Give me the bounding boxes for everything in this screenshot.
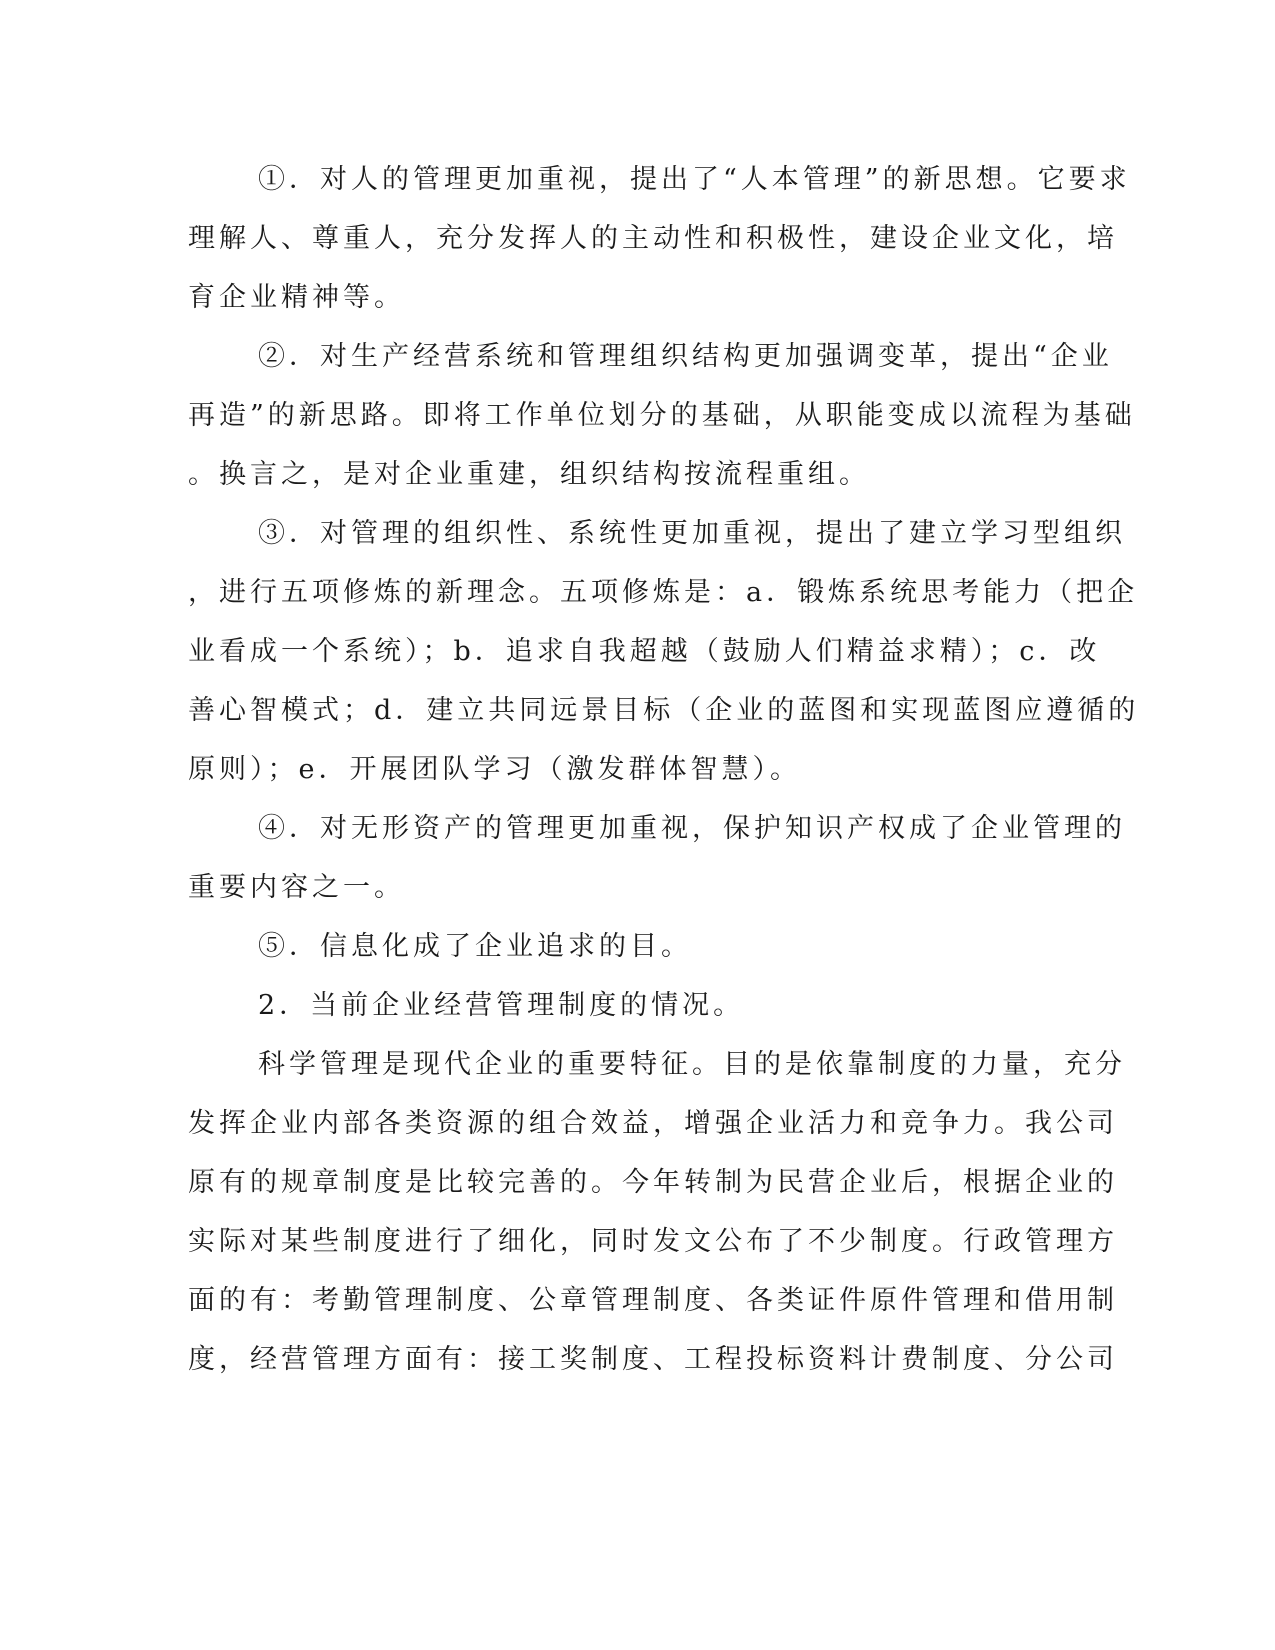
paragraph-3-line-3: 业看成一个系统）；b．追求自我超越（鼓励人们精益求精）；c．改 [188, 636, 1101, 667]
paragraph-6-line-2: 发挥企业内部各类资源的组合效益，增强企业活力和竞争力。我公司 [188, 1108, 1118, 1139]
paragraph-3-line-4: 善心智模式；d．建立共同远景目标（企业的蓝图和实现蓝图应遵循的 [188, 695, 1140, 726]
paragraph-6-line-4: 实际对某些制度进行了细化，同时发文公布了不少制度。行政管理方 [188, 1226, 1118, 1257]
paragraph-6-line-3: 原有的规章制度是比较完善的。今年转制为民营企业后，根据企业的 [188, 1167, 1118, 1198]
paragraph-4-line-1: ④．对无形资产的管理更加重视，保护知识产权成了企业管理的 [258, 813, 1126, 844]
paragraph-6-line-5: 面的有：考勤管理制度、公章管理制度、各类证件原件管理和借用制 [188, 1285, 1118, 1316]
section-heading-2: 2．当前企业经营管理制度的情况。 [258, 990, 745, 1021]
paragraph-1-line-1: ①．对人的管理更加重视，提出了“人本管理”的新思想。它要求 [258, 164, 1131, 195]
paragraph-3-line-2: ，进行五项修炼的新理念。五项修炼是：a．锻炼系统思考能力（把企 [188, 577, 1139, 608]
paragraph-2-line-2: 再造”的新思路。即将工作单位划分的基础，从职能变成以流程为基础 [188, 400, 1136, 431]
paragraph-4-line-2: 重要内容之一。 [188, 872, 405, 903]
paragraph-6-line-1: 科学管理是现代企业的重要特征。目的是依靠制度的力量，充分 [258, 1049, 1126, 1080]
paragraph-3-line-1: ③．对管理的组织性、系统性更加重视，提出了建立学习型组织 [258, 518, 1126, 549]
paragraph-1-line-2: 理解人、尊重人，充分发挥人的主动性和积极性，建设企业文化，培 [188, 223, 1118, 254]
paragraph-2-line-3: 。换言之，是对企业重建，组织结构按流程重组。 [188, 459, 870, 490]
paragraph-3-line-5: 原则）；e．开展团队学习（激发群体智慧）。 [188, 754, 801, 785]
paragraph-5-line-1: ⑤．信息化成了企业追求的目。 [258, 931, 692, 962]
paragraph-6-line-6: 度，经营管理方面有：接工奖制度、工程投标资料计费制度、分公司 [188, 1344, 1118, 1375]
paragraph-1-line-3: 育企业精神等。 [188, 282, 405, 313]
paragraph-2-line-1: ②．对生产经营系统和管理组织结构更加强调变革，提出“企业 [258, 341, 1113, 372]
